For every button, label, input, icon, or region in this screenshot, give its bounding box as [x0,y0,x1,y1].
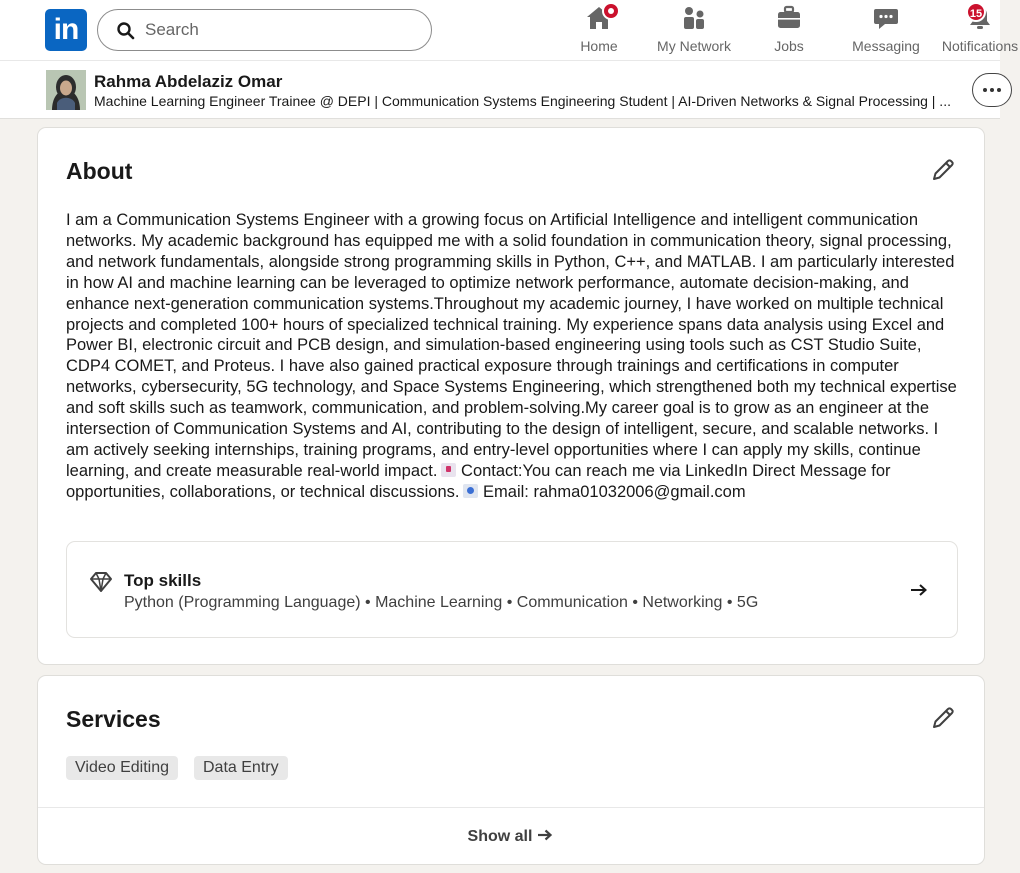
arrow-right-icon [536,826,554,844]
search-bar[interactable] [97,9,432,51]
services-section [37,675,985,865]
notifications-count-badge: 15 [966,2,986,22]
profile-name[interactable]: Rahma Abdelaziz Omar [94,72,283,91]
services-title: Services [66,706,161,732]
more-dot-icon [997,88,1001,92]
home-notification-dot [602,2,620,20]
briefcase-icon [775,4,803,32]
search-input[interactable] [145,18,415,42]
service-pill-video-editing: Video Editing [66,756,178,780]
about-text-email: Email: rahma01032006@gmail.com [478,482,746,501]
show-all-services-button[interactable] [38,807,984,865]
inbox-tray-icon [441,463,456,477]
avatar[interactable] [46,70,86,110]
search-icon [116,21,136,41]
show-all-label: Show all [467,828,533,845]
about-title: About [66,158,133,184]
top-skills-list: Python (Programming Language) • Machine Learning • Communication • Networking • 5G [124,594,759,611]
network-icon [680,4,708,32]
profile-sticky-header [0,61,1000,119]
nav-my-network[interactable] [650,4,738,58]
nav-notifications-label: Notifications [941,38,1019,54]
more-dot-icon [990,88,994,92]
messaging-icon [872,4,900,32]
about-description [66,210,958,503]
email-icon [463,484,478,498]
about-text-main: I am a Communication Systems Engineer with a growing focus on Artificial Intelligence and intelligent communication networks. My academic background has equipped me with a solid foundation in communication theory, signal processing, and network fundamentals, alongside strong programming skills in Python, C++, and MATLAB. I am particularly interested in how AI and machine learning can be leveraged to optimize network performance, automate decision-making, and enhance next-generation communication systems.Throughout my academic journey, I have worked on multiple technical projects and completed 100+ hours of specialized technical training. My experience spans data analysis using Excel and Power BI, electronic circuit and PCB design, and simulation-based engineering using tools such as CST Studio Suite, CDP4 COMET, and Proteus. I have also gained practical exposure through trainings and certifications in computer networks, cybersecurity, 5G technology, and Space Systems Engineering, which strengthened both my technical expertise and soft skills such as teamwork, communication, and problem-solving.My career goal is to grow as an engineer at the intersection of Communication Systems and AI, contributing to the design of intelligent, secure, and scalable networks. I am actively seeking internships, training programs, and entry-level opportunities where I can apply my skills, continue learning, and create measurable real-world impact. [66,211,957,480]
nav-home[interactable] [568,4,630,58]
more-dot-icon [983,88,987,92]
nav-notifications[interactable] [940,4,1020,58]
arrow-right-icon[interactable] [909,580,929,600]
nav-jobs[interactable] [758,4,820,58]
about-text-contact: Contact:You can reach me via LinkedIn Direct Message for opportunities, collaborations, or technical discussions. [66,461,891,501]
diamond-icon [89,571,113,593]
edit-pencil-icon[interactable] [930,705,956,731]
top-skills-box[interactable] [66,541,958,638]
nav-jobs-label: Jobs [774,38,804,54]
service-pill-data-entry: Data Entry [194,756,288,780]
nav-my-network-label: My Network [657,38,731,54]
more-options-button[interactable] [972,73,1012,107]
about-section [37,127,985,665]
nav-messaging[interactable] [846,4,926,58]
profile-photo-icon [46,70,86,110]
profile-headline: Machine Learning Engineer Trainee @ DEPI | Communication Systems Engineering Student | AI-Driven Networks & Signal Processing | ... [94,93,951,109]
top-navbar [0,0,1019,61]
linkedin-logo-icon[interactable]: in [45,9,87,51]
edit-pencil-icon[interactable] [930,157,956,183]
nav-home-label: Home [580,38,618,54]
nav-messaging-label: Messaging [852,38,920,54]
top-skills-title: Top skills [124,571,202,590]
